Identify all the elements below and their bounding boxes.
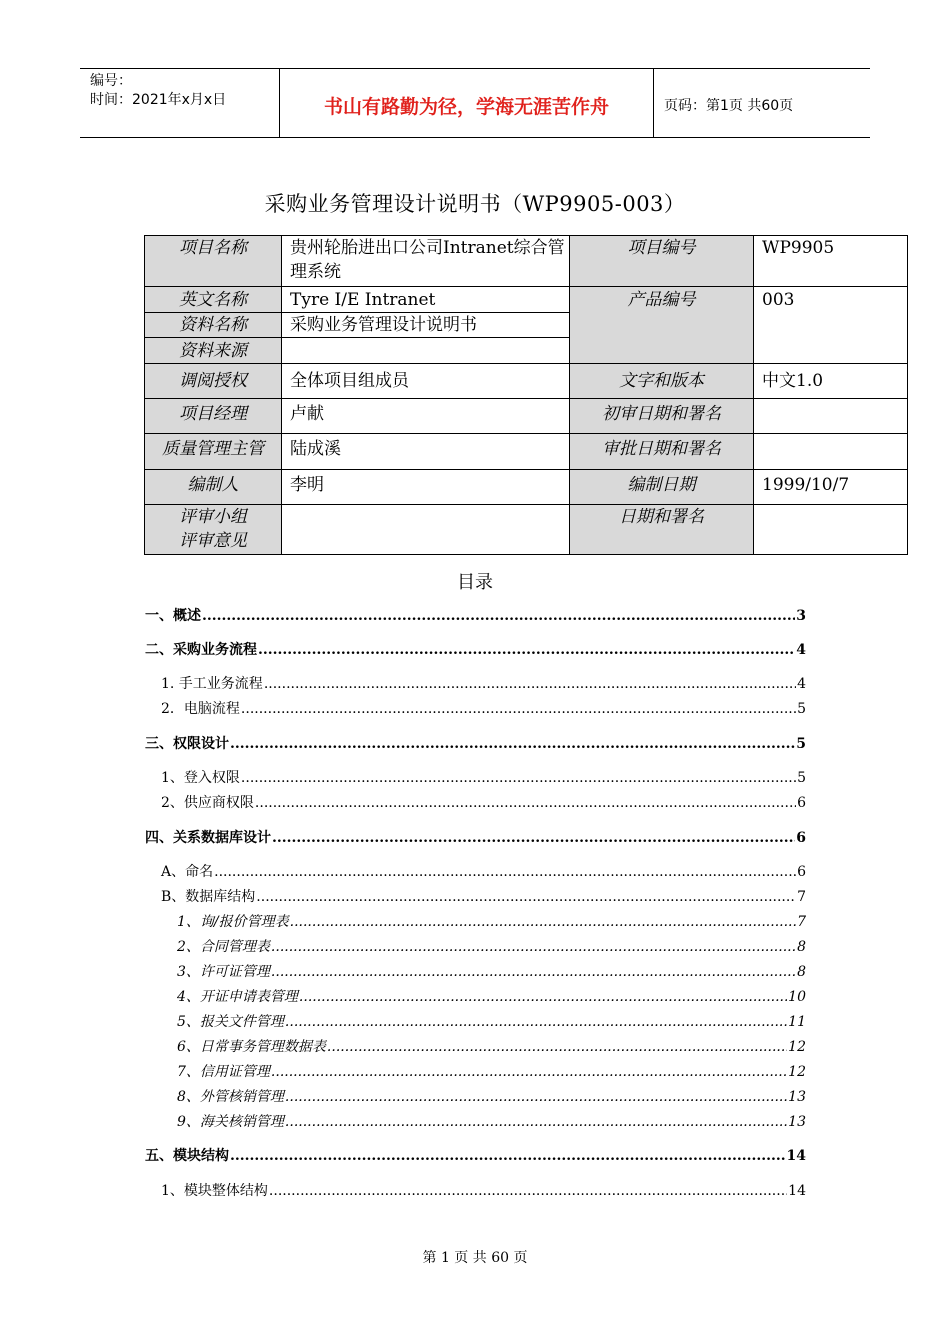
author-date-label: 编制日期 <box>570 470 754 505</box>
toc-entry-page: 5 <box>796 736 806 752</box>
toc-leader-dots <box>271 1064 787 1080</box>
toc-leader-dots <box>327 1039 787 1055</box>
toc-entry-page: 6 <box>797 864 806 880</box>
toc-leader-dots <box>255 795 796 811</box>
toc-leader-dots <box>271 964 796 980</box>
toc-entry[interactable] <box>177 1086 806 1106</box>
sign-date-value <box>754 505 907 554</box>
pm-value: 卢献 <box>282 399 570 434</box>
toc-leader-dots <box>264 676 796 692</box>
doc-source-value <box>282 338 570 364</box>
toc-entry-page: 5 <box>797 770 806 786</box>
toc-entry[interactable] <box>161 792 806 812</box>
header-left-cell <box>80 69 280 137</box>
toc-entry-text: 一、概述 <box>145 608 201 624</box>
toc-entry[interactable] <box>145 605 806 625</box>
toc-entry[interactable] <box>161 767 806 787</box>
toc-entry-text: A、命名 <box>161 864 214 880</box>
document-title: 采购业务管理设计说明书（WP9905-003） <box>264 192 686 216</box>
info-table <box>144 235 908 555</box>
qa-value: 陆成溪 <box>282 434 570 470</box>
toc-leader-dots <box>272 830 795 846</box>
product-no-value: 003 <box>754 287 907 364</box>
lang-version-value: 中文1.0 <box>754 364 907 399</box>
toc-entry-text: 6、日常事务管理数据表 <box>177 1039 326 1055</box>
toc-entry-page: 14 <box>786 1148 806 1164</box>
toc-entry[interactable] <box>145 639 806 659</box>
review-group-value <box>282 505 570 554</box>
toc-entry-text: 2、合同管理表 <box>177 939 270 955</box>
toc-entry-text: 1、模块整体结构 <box>161 1183 268 1199</box>
approval-value <box>754 434 907 470</box>
toc-entry-page: 14 <box>788 1183 806 1199</box>
project-no-value: WP9905 <box>754 236 907 287</box>
toc-leader-dots <box>285 1014 787 1030</box>
toc-entry-page: 10 <box>788 989 806 1005</box>
toc-entry[interactable] <box>177 1011 806 1031</box>
author-date-value: 1999/10/7 <box>754 470 907 505</box>
toc-entry[interactable] <box>177 961 806 981</box>
approval-label: 审批日期和署名 <box>570 434 754 470</box>
doc-source-label: 资料来源 <box>145 338 282 364</box>
toc-entry-text: 1. 手工业务流程 <box>161 676 263 692</box>
toc-entry-text: 四、关系数据库设计 <box>145 830 271 846</box>
toc-entry-page: 8 <box>797 964 806 980</box>
review-group-label-line1: 评审小组 <box>179 507 247 527</box>
toc-entry-page: 8 <box>797 939 806 955</box>
doc-name-value: 采购业务管理设计说明书 <box>282 313 570 338</box>
toc-entry-page: 5 <box>797 701 806 717</box>
toc-entry-text: 7、信用证管理 <box>177 1064 270 1080</box>
toc-entry-text: 3、许可证管理 <box>177 964 270 980</box>
toc-entry[interactable] <box>177 1111 806 1131</box>
toc-entry[interactable] <box>177 936 806 956</box>
toc-entry-text: B、数据库结构 <box>161 889 256 905</box>
toc-leader-dots <box>241 701 796 717</box>
toc-leader-dots <box>202 608 795 624</box>
toc-leader-dots <box>290 914 796 930</box>
toc-entry[interactable] <box>177 911 806 931</box>
toc-entry[interactable] <box>161 861 806 881</box>
review-group-label <box>145 505 282 554</box>
toc-leader-dots <box>285 1114 787 1130</box>
toc-entry-text: 1、询/报价管理表 <box>177 914 289 930</box>
toc-entry-text: 8、外管核销管理 <box>177 1089 284 1105</box>
toc-leader-dots <box>256 889 796 905</box>
author-label: 编制人 <box>145 470 282 505</box>
toc-entry[interactable] <box>145 827 806 847</box>
toc-entry-text: 9、海关核销管理 <box>177 1114 284 1130</box>
page-info: 页码：第1页 共60页 <box>664 98 794 114</box>
toc-entry[interactable] <box>177 1036 806 1056</box>
toc-entry-text: 2．电脑流程 <box>161 701 240 717</box>
first-review-value <box>754 399 907 434</box>
toc-leader-dots <box>299 989 787 1005</box>
toc-entry-page: 7 <box>797 889 806 905</box>
project-name-label: 项目名称 <box>145 236 282 287</box>
pm-label: 项目经理 <box>145 399 282 434</box>
project-name-value: 贵州轮胎进出口公司Intranet综合管理系统 <box>282 236 570 287</box>
toc-entry[interactable] <box>161 1180 806 1200</box>
toc-leader-dots <box>285 1089 787 1105</box>
english-name-label: 英文名称 <box>145 287 282 313</box>
toc-entry-page: 13 <box>788 1114 806 1130</box>
toc-entry-text: 4、开证申请表管理 <box>177 989 298 1005</box>
page-footer: 第 1 页 共 60 页 <box>422 1250 528 1266</box>
doc-name-label: 资料名称 <box>145 313 282 338</box>
toc-entry[interactable] <box>161 673 806 693</box>
toc-leader-dots <box>258 642 795 658</box>
toc-entry-page: 12 <box>788 1039 806 1055</box>
toc-entry[interactable] <box>161 698 806 718</box>
toc-entry-text: 5、报关文件管理 <box>177 1014 284 1030</box>
access-value: 全体项目组成员 <box>282 364 570 399</box>
toc-entry-page: 6 <box>797 795 806 811</box>
toc-entry-text: 2、供应商权限 <box>161 795 254 811</box>
toc-leader-dots <box>271 939 796 955</box>
toc-entry-text: 1、登入权限 <box>161 770 240 786</box>
qa-label: 质量管理主管 <box>145 434 282 470</box>
motto: 书山有路勤为径，学海无涯苦作舟 <box>280 69 654 137</box>
project-no-label: 项目编号 <box>570 236 754 287</box>
toc-entry-page: 13 <box>788 1089 806 1105</box>
toc-entry-page: 11 <box>788 1014 806 1030</box>
toc-entry[interactable] <box>161 886 806 906</box>
page-header <box>80 68 870 138</box>
toc-entry-text: 五、模块结构 <box>145 1148 229 1164</box>
toc-leader-dots <box>230 1148 786 1164</box>
toc-entry[interactable] <box>177 1061 806 1081</box>
toc-entry[interactable] <box>145 1145 806 1165</box>
toc-leader-dots <box>241 770 796 786</box>
review-group-label-line2: 评审意见 <box>179 531 247 551</box>
toc-entry-page: 4 <box>796 642 806 658</box>
first-review-label: 初审日期和署名 <box>570 399 754 434</box>
toc-leader-dots <box>230 736 795 752</box>
product-no-label: 产品编号 <box>570 287 754 364</box>
toc-entry-page: 3 <box>796 608 806 624</box>
toc-entry-text: 三、权限设计 <box>145 736 229 752</box>
number-label: 编号： <box>90 73 132 89</box>
toc-entry[interactable] <box>145 733 806 753</box>
toc-leader-dots <box>269 1183 787 1199</box>
toc-entry-text: 二、采购业务流程 <box>145 642 257 658</box>
toc-leader-dots <box>214 864 796 880</box>
sign-date-label: 日期和署名 <box>570 505 754 554</box>
access-label: 调阅授权 <box>145 364 282 399</box>
toc-entry-page: 7 <box>797 914 806 930</box>
english-name-value: Tyre I/E Intranet <box>282 287 570 313</box>
time-label: 时间：2021年x月x日 <box>90 92 227 108</box>
toc-title: 目录 <box>457 572 493 593</box>
toc-entry-page: 6 <box>796 830 806 846</box>
author-value: 李明 <box>282 470 570 505</box>
lang-version-label: 文字和版本 <box>570 364 754 399</box>
toc-entry-page: 4 <box>797 676 806 692</box>
toc-entry[interactable] <box>177 986 806 1006</box>
toc-entry-page: 12 <box>788 1064 806 1080</box>
